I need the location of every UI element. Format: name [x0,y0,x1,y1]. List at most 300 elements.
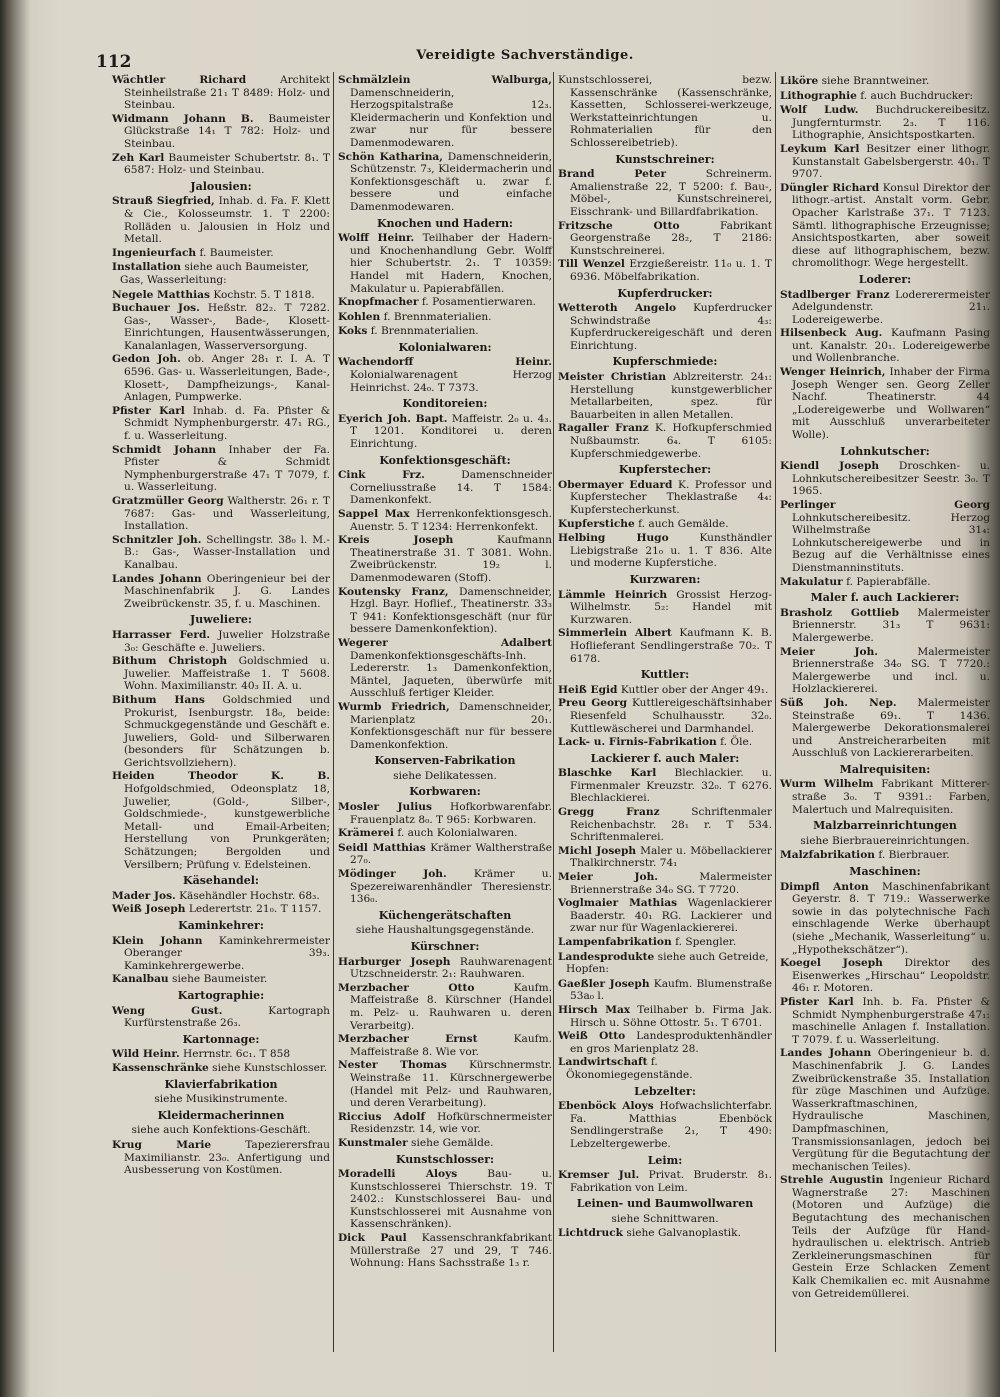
entry-details: Inhaber der Firma Joseph Wenger sen. Georg Zeller Nachf. Theatinerstr. 44 „Lodereigewerbe und Wollwaren“ mit Ausschluß unverarbeiteter Wolle). [792,366,990,442]
entry-name: Heiß Egid [558,683,618,696]
directory-entry [558,1169,772,1194]
entry-details: Malermeister Briennerstraße 34₀ SG. T 7720.: Malergewerbe und incl. u. Holzlackiererei. [792,645,990,696]
directory-entry [338,1232,552,1270]
entry-details: Krämer Waltherstraße 27₀. [350,841,552,867]
directory-entry [780,1047,990,1173]
text-column-4 [780,74,990,1301]
entry-details: Inhaber der Fa. Pfister & Schmidt Nymphenburgerstraße 47₁ T 7079, f. u. Wasserleitung. [124,443,330,494]
directory-entry [780,607,990,645]
directory-entry [780,104,990,142]
entry-name: Kreis Joseph [338,534,454,547]
entry-name: Merzbacher Otto [338,981,475,994]
directory-entry [338,1168,552,1231]
entry-details: Malermeister Briennerstraße 34₀ SG. T 7720. [570,871,772,896]
entry-details: f. auch Kolonialwaren. [397,827,518,840]
entry-details: Direktor des Eisenwerkes „Hirschau“ Leopoldstr. 46₁ r. Motoren. [792,957,990,995]
entry-details: Damenschneider Corneliusstraße 14. T 1584: Damenkonfekt. [350,469,552,507]
directory-entry [112,74,330,112]
entry-details: Lodererermeister Adelgundenstr. 21₁. Lodereigewerbe. [792,288,991,326]
entry-name: Simmerlein Albert [558,627,672,640]
directory-entry [780,143,990,181]
entry-details: Kaminkehrermeister Oberanger 39₃. Kaminkehrergewerbe. [124,934,331,972]
text-column-3 [558,74,772,1242]
directory-entry [338,842,552,867]
entry-details: Kürschnermstr. Weinstraße 11. Kürschnergewerbe (Handel mit Pelz- und Rauhwaren, und deren Verarbeitung). [350,1059,553,1110]
section-heading: Konserven-Fabrikation [374,754,516,768]
column-divider [553,72,554,1352]
entry-name: Kohlen [338,310,381,323]
see-also-note: siehe Bierbrauereinrichtungen. [800,834,970,847]
page-number: 112 [96,52,132,72]
see-also-note: siehe Schnittwaren. [611,1212,719,1225]
entry-name: Preu Georg [558,697,628,710]
directory-entry [780,881,990,957]
section-heading: Maler f. auch Lackierer: [810,591,960,605]
directory-entry [112,935,330,973]
entry-name: Blaschke Karl [558,767,657,780]
entry-name: Kiendl Joseph [780,460,880,473]
directory-entry [338,413,552,451]
entry-name: Mader Jos. [112,889,176,902]
entry-name: Mödinger Joh. [338,868,447,881]
directory-entry [780,778,990,816]
entry-details: Kupferdrucker Schwindstraße 4₃: Kupferdruckereigeschäft und deren Einrichtung. [570,302,773,352]
section-heading: Jalousien: [190,179,252,193]
entry-name: Zeh Karl [112,151,165,164]
cross-reference [112,261,330,286]
entry-details: Kuttler ober der Anger 49₁. [620,683,769,696]
entry-details: Landesproduktenhändler en gros Marienplatz 28. [570,1030,772,1055]
see-also-note: siehe Delikatessen. [393,769,497,782]
section-heading: Kupferdrucker: [617,286,713,300]
entry-details: siehe Galvanoplastik. [626,1227,741,1240]
entry-name: Weng Gust. [112,1004,223,1017]
directory-entry [112,770,330,871]
entry-name: Dimpfl Anton [780,880,869,893]
entry-details: Kaufmann Theatinerstraße 31. T 3081. Wohn. Zweibrückenstr. 19₂ l. Damenmodewaren (Stoff). [350,534,552,584]
entry-details: Ablzreiterstr. 24₁: Herstellung kunstgewerblicher Metallarbeiten, spez. für Bauarbeiten in allen Metallen. [570,371,772,421]
cross-reference [780,90,990,103]
entry-name: Perlinger Georg [780,499,990,511]
see-also-note: siehe Haushaltungsgegenstände. [355,924,535,937]
entry-name: Ragaller Franz [558,422,649,435]
entry-name: Widmann Johann B. [112,112,254,125]
entry-details: Juwelier Holzstraße 3₀: Geschäfte e. Juweliers. [124,628,330,654]
entry-name: Krug Marie [112,1138,212,1151]
entry-name: Wächtler Richard [112,74,247,86]
section-heading: Malzbarreinrichtungen [813,819,957,833]
entry-name: Kassenschränke [112,1061,209,1074]
section-heading: Korbwaren: [409,785,481,799]
entry-name: Lämmle Heinrich [558,588,668,601]
cross-reference [338,296,552,309]
directory-entry [780,499,990,575]
directory-entry [558,479,772,517]
entry-name: Lithographie [780,89,857,102]
cross-reference [780,849,990,862]
text-column-2 [338,74,552,1271]
section-heading: Küchengerätschaften [378,908,512,922]
entry-details: Fabrikant Georgenstraße 28₂, T 2186: Kunstschreinerei. [570,219,772,257]
entry-name: Krämerei [338,827,394,840]
section-heading: Kuttler: [640,668,690,682]
section-heading: Lebzelter: [634,1084,696,1098]
entry-details: Damenschneiderin, Herzogspitalstraße 12₃. Kleidermacherin und Konfektion und zwar nur für bessere Damenmodewaren. [350,86,552,149]
directory-entry [558,220,772,258]
cross-reference [558,1227,772,1240]
section-heading: Kleidermacherinnen [157,1108,285,1122]
entry-details: Maler u. Möbellackierer Thalkirchnerstr. 74₁ [570,844,772,870]
section-heading: Käsehandel: [183,874,259,888]
entry-name: Gaeßler Joseph [558,977,650,990]
entry-name: Süß Joh. Nep. [780,696,897,709]
see-also-note: siehe auch Konfektions-Geschäft. [131,1124,311,1137]
entry-details: Besitzer einer lithogr. Kunstanstalt Gabelsbergerstr. 40₁. T 9707. [792,142,990,181]
entry-details: Privat. Bruderstr. 8₁. Fabrikation von Leim. [570,1169,773,1194]
directory-entry [112,195,330,245]
entry-name: Installation [112,261,181,274]
section-heading: Konditoreien: [402,397,488,411]
entry-name: Weiß Otto [558,1030,626,1043]
entry-name: Liköre [780,75,819,87]
entry-details: Kaufm. Maffeistraße 8. Wie vor. [350,1033,553,1058]
entry-name: Harburger Joseph [338,955,451,968]
section-heading: Kaminkehrer: [178,919,264,932]
entry-name: Harrasser Ferd. [112,628,211,641]
entry-details: siehe Branntweiner. [821,75,930,87]
entry-details: Konsul Direktor der lithogr.-artist. Anstalt vorm. Gebr. Opacher Karlstraße 37₁. T 7123. Sämtl. lithographische Erzeugnisse; Ansichtspostkarten, aber soweit diese auf lithographischem, bezw. chromolithogr. Wege hergestellt. [792,181,990,270]
directory-entry [780,1174,990,1300]
directory-entry [780,460,990,498]
running-head: Vereidigte Sachverständige. [416,48,634,63]
entry-name: Kupferstiche [558,517,635,530]
entry-details: Goldschmied u. Juwelier. Maffeistraße 1. T 5608. Wohn. Maximilianstr. 40₃ II. A. u. [124,655,330,693]
entry-details: Droschken- u. Lohnkutschereibesitzer Seestr. 3₀. T 1965. [792,460,991,498]
directory-entry [558,978,772,1003]
entry-name: Helbing Hugo [558,532,669,545]
entry-name: Meier Joh. [558,871,658,884]
entry-details: f. Ökonomiegegenstände. [566,1056,693,1081]
directory-entry [112,573,330,611]
text-column-1 [112,74,330,1178]
entry-details: f. Baumeister. [199,246,274,259]
entry-name: Schnitzler Joh. [112,533,202,546]
directory-entry [338,151,552,214]
entry-details: Kunsthändler Liebigstraße 21₀ u. 1. T 836. Alte und moderne Kupferstiche. [570,532,772,570]
section-heading: Juweliere: [190,613,252,627]
entry-name: Landes Johann [780,1047,872,1060]
directory-entry [780,182,990,270]
section-heading: Kunstschreiner: [615,152,715,166]
directory-entry [558,532,772,570]
entry-details: Kuttlereigeschäftsinhaber Riesenfeld Schulhausstr. 32₀. Kuttlewäscherei und Darmhandel. [570,697,772,735]
directory-entry [112,655,330,693]
section-heading: Kartographie: [177,988,265,1002]
entry-name: Seidl Matthias [338,841,426,854]
entry-name: Till Wenzel [558,258,625,271]
entry-details: f. Spengler. [675,936,737,948]
entry-name: Koegel Joseph [780,957,883,970]
entry-name: Düngler Richard [780,181,880,194]
entry-name: Gratzmüller Georg [112,495,224,507]
entry-name: Eyerich Joh. Bapt. [338,412,448,425]
section-heading: Kolonialwaren: [398,340,492,354]
cross-reference [112,1062,330,1075]
directory-entry [558,371,772,421]
column-divider [333,72,334,1352]
cross-reference [338,827,552,840]
directory-entry [112,1139,330,1177]
directory-entry [558,845,772,870]
entry-details: Damenkonfektionsgeschäfts-Inh. Ledererstr. 1₃ Damenkonfektion, Mäntel, Jaqueten, überwürfe mit Ausschluß fertiger Kleider. [350,649,552,700]
entry-details: f. Papierabfälle. [846,575,931,588]
entry-name: Ingenieurfach [112,246,197,259]
entry-name: Stadlberger Franz [780,288,890,301]
directory-entry [338,701,552,751]
entry-details: Inh. b. Fa. Pfister & Schmidt Nymphenburgerstraße 47₁: maschinelle Anlagen f. Installation. T 7079. f. u. Wasserleitung. [792,995,990,1046]
entry-details: Schellingstr. 38₀ l. M.-B.: Gas-, Wasser-Installation und Kanalbau. [124,533,330,571]
directory-entry [558,871,772,896]
section-heading: Malrequisiten: [839,762,931,776]
entry-details: Blechlackier. u. Firmenmaler Kreuzstr. 32₀. T 6276. Blechlackierei. [570,767,772,805]
entry-details: Hofkürschnermeister Residenzstr. 14, wie vor. [350,1110,552,1136]
entry-name: Koks [338,325,368,338]
entry-name: Bithum Hans [112,693,205,706]
directory-entry [338,74,552,150]
directory-entry [112,1048,330,1061]
entry-details: Rauhwarenagent Utzschneiderstr. 2₁: Rauhwaren. [350,955,552,981]
entry-details: ob. Anger 28₁ r. I. A. T 6596. Gas- u. Wasserleitungen, Bade-, Klosett-, Dampfheizungs-, Kanal-Anlagen, Pumpwerke. [124,353,331,404]
entry-details: Kaufmann K. B. Hoflieferant Sendlingerstraße 70₂. T 6178. [570,627,772,665]
entry-details: Architekt Steinheilstraße 21₁ T 8489: Holz- und Steinbau. [124,74,330,112]
directory-entry [112,629,330,654]
entry-name: Brasholz Gottlieb [780,606,899,619]
entry-name: Fritzsche Otto [558,219,680,232]
entry-name: Meier Joh. [780,645,878,658]
entry-name: Landwirtschaft [558,1056,648,1069]
entry-name: Schön Katharina, [338,150,443,163]
entry-name: Kremser Jul. [558,1169,640,1182]
entry-details: Krämer u. Spezereiwarenhändler Theresienstr. 136₀. [350,868,552,906]
entry-name: Strauß Siegfried, [112,195,215,208]
entry-details: Fabrikant Mitterer-straße 3₀. T 9391.: Farben, Malertuch und Malrequisiten. [792,778,990,816]
entry-details: Grossist Herzog-Wilhelmstr. 5₂: Handel mit Kurzwaren. [570,588,772,626]
entry-details: Herrnstr. 6c₁. T 858 [183,1048,291,1061]
entry-details: Ingenieur Richard Wagnerstraße 27: Maschinen (Motoren und Aufzüge) die Begutachtung des mechanischen Teils der Aufzüge für Hand- hydraulischen u. elektrisch. Antrieb Zerkleinerungsmaschinen für Gestein Erze Schlacken Zement Kalk Chemikalien ec. mit Ausnahme von Getreidemüllerei. [792,1174,991,1300]
entry-details: Kaufmann Pasing unt. Kanalstr. 20₁. Lodereigewerbe und Wollenbranche. [792,327,991,365]
entry-name: Koutensky Franz, [338,585,449,598]
directory-entry [112,353,330,403]
entry-name: Lampenfabrikation [558,936,672,948]
section-heading: Lackierer f. auch Maler: [590,751,740,765]
entry-details: K. Hofkupferschmied Nußbaumstr. 6₄. T 6105: Kupferschmiedgewerbe. [570,422,772,460]
entry-details: K. Professor und Kupferstecher Theklastraße 4₄: Kupferstecherkunst. [570,478,772,516]
entry-name: Kanalbau [112,973,169,986]
entry-name: Riccius Adolf [338,1110,426,1123]
entry-name: Meister Christian [558,371,667,384]
entry-name: Strehle Augustin [780,1174,884,1187]
section-heading: Loderer: [858,272,912,286]
directory-entry [558,1100,772,1150]
entry-name: Mosler Julius [338,801,432,814]
cross-reference [780,576,990,589]
see-also-note: siehe Musikinstrumente. [154,1093,288,1106]
cross-reference [338,311,552,324]
entry-name: Wild Heinr. [112,1048,180,1061]
entry-name: Merzbacher Ernst [338,1033,478,1046]
entry-details: Malermeister Briennerstr. 31₃ T 9631: Malergewerbe. [792,606,990,644]
directory-entry [338,534,552,584]
entry-details: Baumeister Schubertstr. 8₁. T 6587: Holz- und Steinbau. [124,151,330,177]
directory-entry [112,903,330,916]
column-divider [775,72,776,1352]
section-heading: Knochen und Hadern: [377,216,513,230]
entry-details: Maffeistr. 2₀ u. 4₃. T 1201. Konditorei u. deren Einrichtung. [350,412,552,451]
entry-name: Dick Paul [338,1232,407,1245]
entry-details: Hofwachslichterfabr. Fa. Matthias Ebenböck Sendlingerstraße 2₁, T 490: Lebzeltergewerbe. [570,1100,772,1150]
directory-entry [112,694,330,770]
entry-name: Moradelli Aloys [338,1168,458,1181]
entry-name: Wolff Heinr. [338,232,415,245]
entry-details: f. Bierbrauer. [878,849,950,862]
entry-details: Oberingenieur b. d. Maschinenfabrik J. G. Landes Zweibrückenstraße 35. Installation für züge Maschinen und Aufzüge. Wasserkraftmaschinen, Hydraulische Maschinen, Dampfmaschinen, Transmissionsanlagen, jedoch bei Vergütung für die Begutachtung der mechanischen Teiles). [792,1047,990,1173]
entry-name: Ebenböck Aloys [558,1100,654,1113]
entry-details: Kunstschlosserei, bezw. Kassenschränke (Kassenschränke, Kassetten, Schlosserei-werkzeuge, Werkstatteinrichtungen u. Rohmaterialien für den Schlossereibetrieb). [558,74,772,149]
cross-reference [112,973,330,986]
entry-name: Wurm Wilhelm [780,778,874,791]
entry-details: Hofkorbwarenfabr. Frauenplatz 8₀. T 965: Korbwaren. [350,801,552,826]
entry-details: Damenschneider, Marienplatz 20₁. Konfektionsgeschäft nur für bessere Damenkonfektion. [350,700,553,751]
cross-reference [558,951,772,976]
section-heading: Leinen- und Baumwollwaren [576,1197,754,1211]
entry-name: Landes Johann [112,572,202,585]
directory-entry [558,302,772,352]
directory-entry [558,627,772,665]
entry-name: Wegerer Adalbert [338,636,552,649]
entry-name: Hilsenbeck Aug. [780,327,883,340]
entry-name: Pfister Karl [780,995,854,1008]
entry-name: Wachendorff Heinr. [338,356,552,369]
directory-entry [558,897,772,935]
cross-reference [112,247,330,260]
directory-entry [338,232,552,295]
cross-reference [558,518,772,531]
entry-details: Maschinenfabrikant Geyerstr. 8. T 719.: Wasserwerke sowie in das polytechnische Fach einschlagende Werke überhaupt (siehe „Mechanik, Wasserleitung“ u. „Hypothekschätzer“). [792,880,990,956]
entry-name: Wurmb Friedrich, [338,700,450,713]
directory-entry [780,366,990,442]
directory-entry [112,289,330,302]
entry-details: f. Brennmaterialien. [383,310,492,323]
directory-entry [112,495,330,533]
directory-entry [338,868,552,906]
entry-details: siehe auch Baumeister, Gas, Wasserleitung: [120,261,310,286]
entry-name: Obermayer Eduard [558,478,673,491]
entry-details: Waltherstr. 26₁ r. T 7687: Gas- und Wasserleitung, Installation. [124,495,330,533]
entry-name: Voglmaier Mathias [558,897,678,910]
entry-name: Wenger Heinrich, [780,366,886,379]
directory-entry [112,113,330,151]
directory-entry [338,1111,552,1136]
entry-name: Landesprodukte [558,950,655,963]
entry-details: Damenschneider, Hzgl. Bayr. Hoflief., Theatinerstr. 33₃ T 941: Konfektionsgeschäft (nur für bessere Damenkonfektion). [350,585,552,636]
directory-entry [112,444,330,494]
directory-entry [112,405,330,443]
entry-details: Erzgießereistr. 11₀ u. 1. T 6936. Möbelfabrikation. [570,258,772,283]
cross-reference [338,325,552,338]
directory-entry [780,289,990,327]
directory-entry [112,534,330,572]
entry-name: Gregg Franz [558,806,660,819]
entry-details: Kartograph Kurfürstenstraße 26₃. [124,1004,330,1030]
directory-entry [558,684,772,697]
entry-details: Herrenkonfektionsgesch. Auenstr. 5. T 1234: Herrenkonfekt. [350,508,552,533]
directory-entry [780,327,990,365]
entry-details: f. auch Buchdrucker: [860,89,974,102]
entry-details: siehe Gemälde. [411,1136,494,1149]
directory-entry [558,168,772,218]
entry-name: Wetteroth Angelo [558,302,677,315]
directory-entry [338,508,552,533]
directory-entry [780,646,990,696]
cross-reference [558,1056,772,1081]
directory-entry [338,982,552,1032]
section-heading: Maschinen: [849,865,921,879]
section-heading: Kupferstecher: [618,463,712,477]
entry-details: Kochstr. 5. T 1818. [213,288,315,301]
entry-name: Michl Joseph [558,844,637,857]
directory-entry [558,258,772,283]
entry-details: Schriftenmaler Reichenbachstr. 28₁ r. T 534. Schriftenmalerei. [570,806,773,844]
entry-details: Buchdruckereibesitz. Jungfernturmstr. 2₃. T 116. Lithographie, Ansichtspostkarten. [792,104,991,142]
cross-reference [338,1137,552,1150]
directory-entry [780,957,990,995]
directory-entry [780,996,990,1046]
entry-details: Hofgoldschmied, Odeonsplatz 18, Juwelier, (Gold-, Silber-, Goldschmiede-, kunstgewerbliche Metall- und Email-Arbeiten; Herstellung von Prunkgeräten; Schätzungen; Bergolden und Versilbern; Prüfung v. Edelsteinen. [124,783,330,871]
section-heading: Kürschner: [410,940,480,953]
section-heading: Konfektionsgeschäft: [379,453,511,467]
entry-name: Negele Matthias [112,288,210,301]
entry-details: f. Brennmaterialien. [370,325,479,338]
page-header [90,44,960,72]
entry-name: Leykum Karl [780,142,860,155]
directory-entry [338,469,552,507]
entry-name: Wolf Ludw. [780,104,859,117]
entry-name: Schmidt Johann [112,443,217,456]
entry-details: f. Posamentierwaren. [421,296,537,309]
entry-details: Baumeister Glückstraße 14₁ T 782: Holz- und Steinbau. [124,112,330,150]
entry-name: Schmälzlein Walburga, [338,74,552,86]
entry-details: Kassenschrankfabrikant Müllerstraße 27 und 29, T 746. Wohnung: Hans Sachsstraße 1₃ r. [350,1232,553,1270]
directory-entry [558,422,772,460]
entry-name: Cink Frz. [338,469,425,482]
directory-entry [558,589,772,627]
entry-details: Tapezierersfrau Maximilianstr. 23₀. Anfertigung und Ausbesserung von Kostümen. [124,1138,330,1177]
entry-name: Heiden Theodor K. B. [112,770,330,783]
entry-details: Inhab. d. Fa. F. Klett & Cie., Kolosseumstr. 1. T 2200: Rolläden u. Jalousien in Holz und Metall. [124,195,330,246]
entry-details: siehe Kunstschlosser. [212,1061,328,1074]
directory-entry [112,890,330,903]
cross-reference [780,75,990,88]
directory-entry [338,956,552,981]
entry-details: Lederertstr. 21₀. T 1157. [188,903,322,916]
entry-details: Kaufm. Blumenstraße 53a₀ l. [570,977,772,1003]
entry-details: Goldschmied und Prokurist, Isenburgstr. 18₀, beide: Schmuckgegenstände und Geschäft e. Juweliers, Gold- und Silberwaren (besonders für Schätzungen b. Gerichtsvollziehern). [124,693,330,769]
directory-entry [338,356,552,394]
entry-name: Makulatur [780,575,843,588]
section-heading: Kartonnage: [182,1032,260,1046]
entry-details: Schreinerm. Amalienstraße 22, T 5200: f. Bau-, Möbel-, Kunstschreinerei, Eisschrank- und Billardfabrikation. [570,168,772,218]
directory-entry [558,1030,772,1055]
